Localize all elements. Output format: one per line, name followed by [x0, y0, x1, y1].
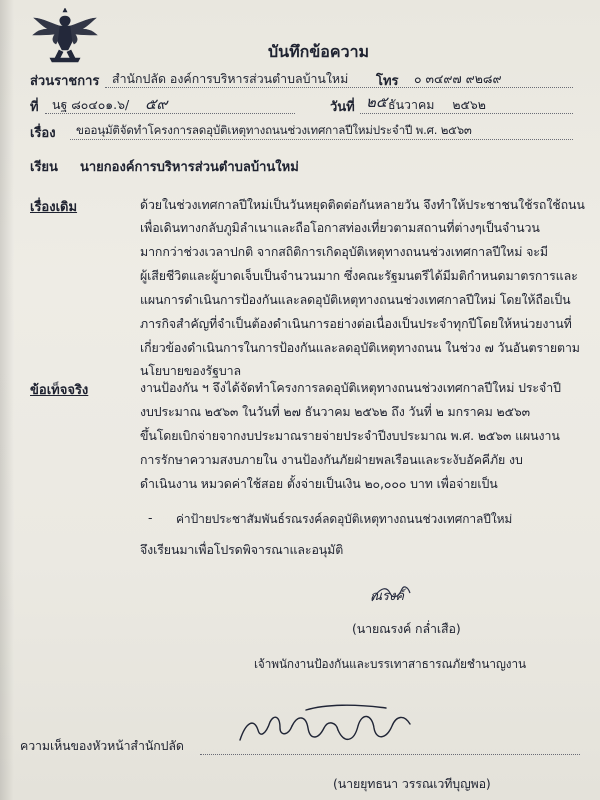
agency-dotline: [105, 87, 573, 88]
head-signature-mark: [236, 700, 416, 756]
date-day-handwritten: ๒๕: [366, 93, 388, 111]
background-line: ภารกิจสำคัญที่จำเป็นต้องดำเนินการอย่างต่อเนื่องเป็นประจำทุกปีโดยให้หน่วยงานที่: [140, 316, 572, 331]
facts-line: งบประมาณ ๒๕๖๓ ในวันที่ ๒๗ ธันวาคม ๒๕๖๒ ถึง วันที่ ๒ มกราคม ๒๕๖๓: [140, 404, 530, 419]
background-line: ผู้เสียชีวิตและผู้บาดเจ็บเป็นจำนวนมาก ซึ่งคณะรัฐมนตรีได้มีมติกำหนดมาตรการและ: [140, 268, 578, 283]
facts-line: งานป้องกัน ฯ จึงได้จัดทำโครงการลดอุบัติเหตุทางถนนช่วงเทศกาลปีใหม่ ประจำปี: [140, 380, 561, 395]
date-dotline: [360, 113, 573, 114]
ref-number: นฐ ๘๐๔๐๑.๖/: [52, 97, 130, 112]
opinion-signer: (นายยุทธนา วรรณเวทีบุญพอ): [333, 776, 491, 791]
date-month-year: ธันวาคม ๒๕๖๒: [388, 97, 486, 112]
closing-text: จึงเรียนมาเพื่อโปรดพิจารณาและอนุมัติ: [140, 542, 344, 557]
bullet-dash: -: [148, 510, 153, 525]
facts-line: ขึ้นโดยเบิกจ่ายจากงบประมาณรายจ่ายประจำปีงบประมาณ พ.ศ. ๒๕๖๓ แผนงาน: [140, 428, 560, 443]
opinion-label: ความเห็นของหัวหน้าสำนักปลัด: [20, 738, 184, 753]
facts-heading: ข้อเท็จจริง: [30, 383, 89, 398]
background-line: เกี่ยวข้องดำเนินการในการป้องกันและลดอุบัติเหตุทางถนน ในช่วง ๗ วันอันตรายตาม: [140, 340, 580, 355]
subject-dotline: [70, 139, 573, 140]
salutation-recipient: นายกองค์การบริหารส่วนตำบลบ้านใหม่: [80, 160, 299, 175]
facts-line: ดำเนินงาน หมวดค่าใช้สอย ตั้งจ่ายเป็นเงิน ๒๐,๐๐๐ บาท เพื่อจ่ายเป็น: [140, 476, 498, 491]
ref-number-handwritten: ๕๙: [145, 95, 168, 113]
salutation-label: เรียน: [30, 160, 58, 175]
page-shadow: [0, 0, 14, 800]
background-line: มากกว่าช่วงเวลาปกติ จากสถิติการเกิดอุบัติเหตุทางถนนช่วงเทศกาลปีใหม่ จะมี: [140, 244, 548, 259]
signer-name: (นายณรงค์ กล่ำเสือ): [352, 621, 461, 636]
signer-position: เจ้าพนักงานป้องกันและบรรเทาสาธารณภัยชำนาญงาน: [254, 657, 526, 671]
date-label: วันที่: [330, 100, 355, 115]
background-line: เพื่อเดินทางกลับภูมิลำเนาและถือโอกาสท่องเที่ยวตามสถานที่ต่างๆเป็นจำนวน: [140, 220, 540, 235]
facts-line: การรักษาความสงบภายใน งานป้องกันภัยฝ่ายพลเรือนและระงับอัคคีภัย งบ: [140, 452, 523, 467]
phone-label: โทร: [376, 74, 399, 89]
background-line: แผนการดำเนินการป้องกันและลดอุบัติเหตุทางถนนช่วงเทศกาลปีใหม่ โดยให้ถือเป็น: [140, 292, 571, 307]
background-line: นโยบายของรัฐบาล: [140, 363, 241, 378]
subject-text: ขออนุมัติจัดทำโครงการลดอุบัติเหตุทางถนนช่วงเทศกาลปีใหม่ประจำปี พ.ศ. ๒๕๖๓: [76, 123, 472, 137]
background-heading: เรื่องเดิม: [30, 200, 78, 215]
subject-label: เรื่อง: [30, 126, 56, 141]
garuda-emblem-icon: [30, 8, 100, 64]
agency-name: สำนักปลัด องค์การบริหารส่วนตำบลบ้านใหม่: [112, 71, 349, 86]
bullet-item: ค่าป้ายประชาสัมพันธ์รณรงค์ลดอุบัติเหตุทางถนนช่วงเทศกาลปีใหม่: [176, 512, 513, 526]
memo-title: บันทึกข้อความ: [268, 42, 370, 61]
signature-initial-handwritten: ณรงค์: [370, 589, 405, 604]
phone-number: ๐ ๓๔๙๗ ๙๒๘๙: [414, 71, 502, 86]
ref-label: ที่: [30, 100, 39, 115]
signature-mark: [368, 581, 414, 607]
ref-dotline: [45, 113, 295, 114]
background-line: ด้วยในช่วงเทศกาลปีใหม่เป็นวันหยุดติดต่อกันหลายวัน จึงทำให้ประชาชนใช้รถใช้ถนน: [140, 197, 585, 212]
agency-label: ส่วนราชการ: [30, 74, 100, 89]
